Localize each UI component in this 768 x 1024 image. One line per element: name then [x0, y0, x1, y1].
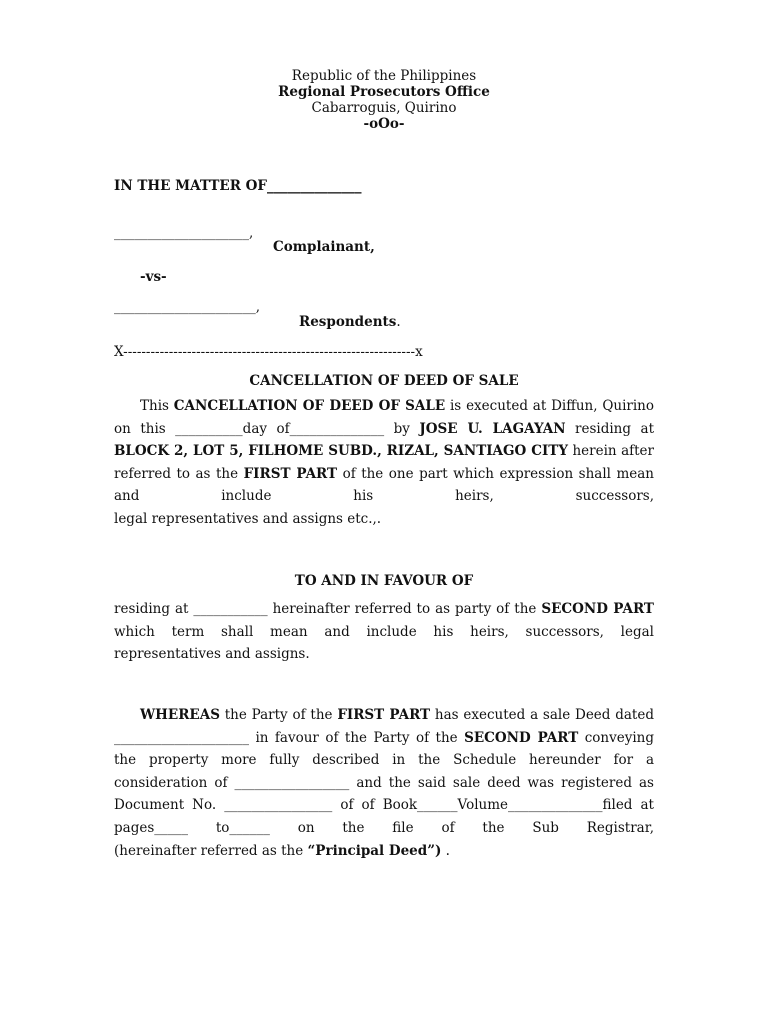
document-title: CANCELLATION OF DEED OF SALE	[249, 373, 519, 389]
header-office: Regional Prosecutors Office	[278, 84, 490, 100]
document-header	[114, 68, 654, 132]
header-location: Cabarroguis, Quirino	[311, 100, 457, 116]
para2-bold-second-part: SECOND PART	[541, 601, 654, 617]
paragraph-first-party	[114, 395, 654, 531]
versus-label: -vs-	[140, 269, 167, 285]
para1-bold-title: CANCELLATION OF DEED OF SALE	[173, 398, 446, 414]
caption-divider: X----------------------------------------------------------------x	[114, 344, 423, 360]
respondent-blank: _____________________,	[114, 299, 261, 315]
header-republic: Republic of the Philippines	[291, 68, 477, 84]
respondents-line	[299, 311, 599, 334]
paragraph-whereas	[114, 704, 654, 862]
para3-text: .	[441, 842, 450, 859]
subtitle-in-favour: TO AND IN FAVOUR OF	[294, 573, 474, 589]
para3-bold-whereas: WHEREAS	[140, 707, 220, 723]
para1-text: herein after referred to as the	[114, 443, 654, 482]
para1-bold-name: JOSE U. LAGAYAN	[419, 420, 566, 437]
header-ornament: -oOo-	[363, 116, 405, 132]
para1-bold-address: BLOCK 2, LOT 5, FILHOME SUBD., RIZAL, SANTIAGO CITY	[114, 443, 568, 460]
respondents-period: .	[396, 314, 401, 330]
para2-last-line: representatives and assigns.	[114, 646, 310, 663]
para3-text: conveying the property more fully described in the Schedule hereunder for a consideration of _________________ and the said sale deed was registered as Document No. ________________ of of Book______Volume______________filed at pages_____ to______ on the file of the Sub Registrar,	[114, 729, 655, 836]
respondents-label: Respondents	[299, 314, 397, 330]
para3-text: (hereinafter referred as the	[114, 842, 308, 859]
para1-text: of the one part which expression shall mean and include his heirs, successors,	[114, 465, 654, 505]
para2-text: residing at ___________ hereinafter referred to as party of the	[114, 601, 542, 617]
para1-last-line: legal representatives and assigns etc.,.	[114, 510, 382, 527]
para3-text: has executed a sale Deed dated ____________________ in favour of the Party of the	[114, 707, 654, 746]
para3-bold-first-part: FIRST PART	[337, 707, 431, 723]
para1-text: is executed at Diffun, Quirino on this __________day of______________ by	[114, 398, 654, 437]
para1-text: This	[140, 398, 174, 414]
para1-bold-first-part: FIRST PART	[243, 465, 338, 482]
complainant-blank: ____________________,	[114, 225, 254, 241]
para3-last-line	[114, 840, 654, 863]
para2-text: which term shall mean and include his heirs, successors, legal	[114, 623, 654, 640]
para3-bold-principal-deed: “Principal Deed”)	[307, 842, 442, 859]
para1-text: residing at	[565, 420, 654, 437]
para3-text: the Party of the	[219, 707, 338, 723]
para3-bold-second-part: SECOND PART	[464, 729, 579, 746]
paragraph-second-party	[114, 598, 654, 666]
matter-line: IN THE MATTER OF______________	[114, 178, 362, 194]
complainant-label: Complainant,	[273, 239, 375, 255]
